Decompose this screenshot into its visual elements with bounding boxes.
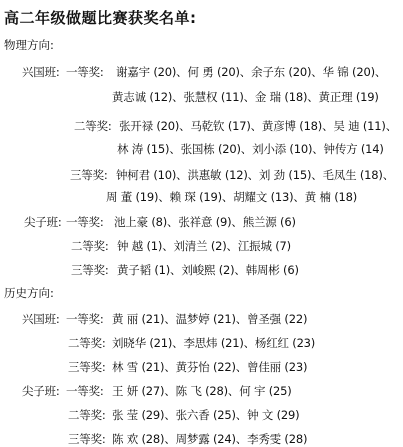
- prize-line: 钟柯君 (10)、洪惠敏 (12)、刘 劲 (15)、毛凤生 (18)、: [116, 168, 395, 182]
- prize-second-label: 二等奖:: [71, 239, 109, 253]
- prize-first-label: 一等奖:: [66, 215, 104, 229]
- prize-third-label: 三等奖:: [68, 432, 106, 446]
- prize-line: 谢嘉宇 (20)、何 勇 (20)、余子东 (20)、华 锦 (20)、: [116, 65, 387, 79]
- prize-line: 王 妍 (27)、陈 飞 (28)、何 宇 (25): [112, 384, 292, 398]
- page-title: 高二年级做题比赛获奖名单:: [4, 9, 197, 27]
- prize-third-label: 三等奖:: [68, 360, 106, 374]
- prize-second-label: 二等奖:: [68, 408, 106, 422]
- prize-second-label: 二等奖:: [68, 336, 106, 350]
- prize-first-label: 一等奖:: [66, 384, 104, 398]
- prize-line: 黄志诚 (12)、张慧权 (11)、金 瑞 (18)、黄正理 (19): [112, 90, 379, 104]
- class-label-xingguo-physics: 兴国班:: [22, 65, 60, 79]
- prize-second-label: 二等奖:: [74, 119, 112, 133]
- prize-line: 黄 丽 (21)、温梦婷 (21)、曾圣强 (22): [112, 312, 308, 326]
- prize-line: 林 涛 (15)、张国栋 (20)、刘小添 (10)、钟传方 (14): [117, 142, 384, 156]
- prize-line: 钟 越 (1)、刘清兰 (2)、江振城 (7): [117, 239, 291, 253]
- prize-third-label: 三等奖:: [71, 263, 109, 277]
- prize-first-label: 一等奖:: [66, 312, 104, 326]
- prize-line: 周 董 (19)、赖 琛 (19)、胡耀文 (13)、黄 楠 (18): [106, 190, 358, 204]
- prize-line: 张开禄 (20)、马乾钦 (17)、黄彦博 (18)、吴 迪 (11)、: [119, 119, 398, 133]
- prize-line: 陈 欢 (28)、周梦露 (24)、李秀雯 (28): [112, 432, 308, 446]
- class-label-jianzi-physics: 尖子班:: [24, 215, 62, 229]
- heading-history: 历史方向:: [4, 286, 54, 300]
- class-label-xingguo-history: 兴国班:: [22, 312, 60, 326]
- prize-line: 黄子韬 (1)、刘峻熙 (2)、韩周彬 (6): [117, 263, 299, 277]
- prize-line: 池上豪 (8)、张祥意 (9)、熊兰源 (6): [114, 215, 296, 229]
- prize-first-label: 一等奖:: [66, 65, 104, 79]
- class-label-jianzi-history: 尖子班:: [22, 384, 60, 398]
- prize-third-label: 三等奖:: [70, 168, 108, 182]
- prize-line: 林 雪 (21)、黄芬怡 (22)、曾佳丽 (23): [112, 360, 308, 374]
- prize-line: 张 莹 (29)、张六香 (25)、钟 文 (29): [112, 408, 300, 422]
- heading-physics: 物理方向:: [4, 38, 54, 52]
- prize-line: 刘晓华 (21)、李思炜 (21)、杨红红 (23): [112, 336, 316, 350]
